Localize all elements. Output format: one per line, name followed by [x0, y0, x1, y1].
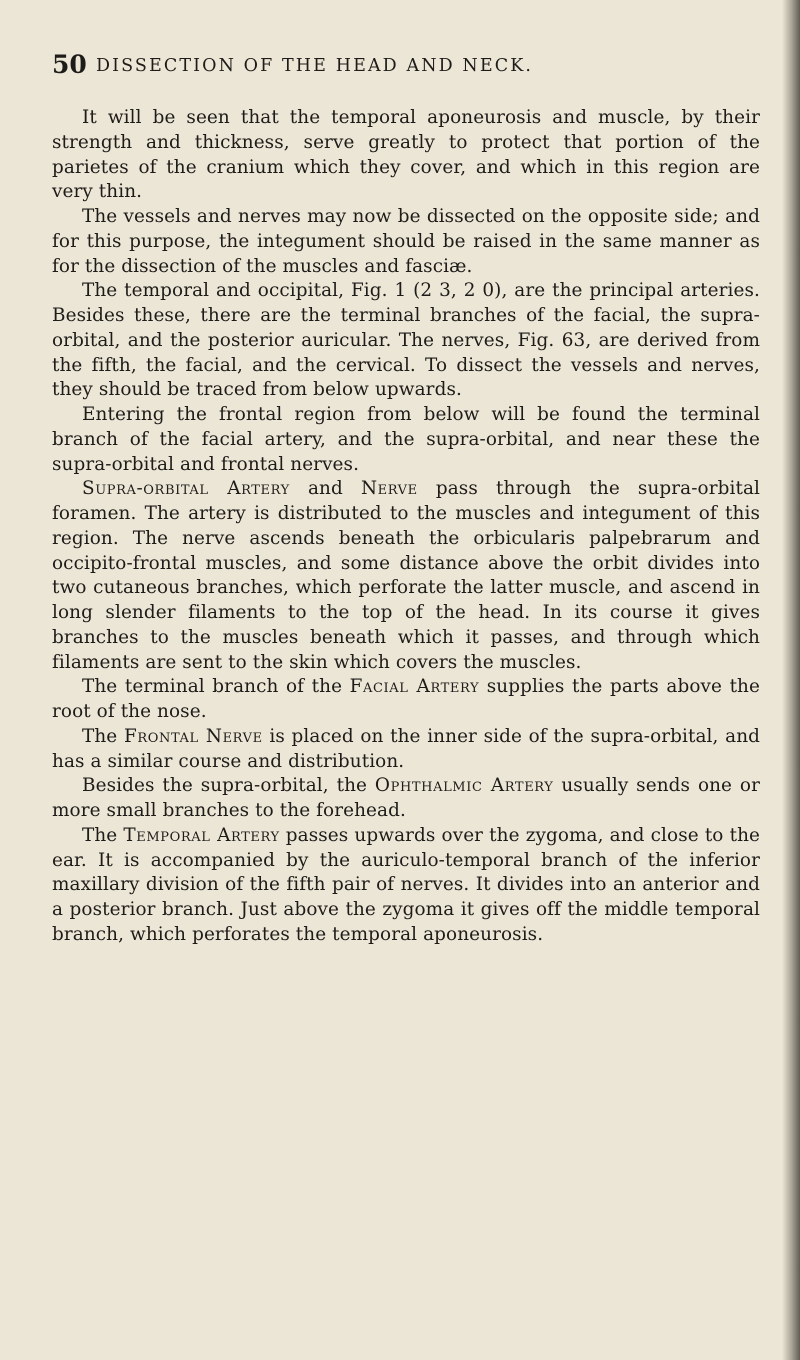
paragraph-frontal-nerve: [52, 725, 760, 775]
body-text: [52, 106, 760, 948]
paragraph-text: pass through the supra-orbital foramen. The artery is distributed to the muscles and integument of this region. The nerve ascends beneath the orbicularis palpebrarum and occipito-frontal muscles, and some distance above the orbit divides into two cutaneous branches, which perforate the latter muscle, and ascend in long slender filaments to the top of the head. In its course it gives branches to the muscles beneath which it passes, and through which filaments are sent to the skin which covers the muscles.: [52, 478, 761, 673]
paragraph: It will be seen that the temporal aponeurosis and muscle, by their strength and thickness, serve greatly to protect that portion of the parietes of the cranium which they cover, and which in this region are very thin.: [52, 107, 760, 203]
paragraph: The vessels and nerves may now be dissected on the opposite side; and for this purpose, the integument should be raised in the same manner as for the dissection of the muscles and fasciæ.: [52, 206, 760, 277]
paragraph-ophthalmic-artery: [52, 774, 760, 824]
paragraph-text: usually sends one or more small branches to the forehead.: [52, 775, 760, 821]
paragraph-text: The terminal branch of the: [82, 676, 343, 698]
paragraph: Entering the frontal region from below will be found the terminal branch of the facial artery, and the supra-orbital, and near these the supra-orbital and frontal nerves.: [52, 404, 760, 475]
term-frontal-nerve: Frontal Nerve: [123, 725, 263, 747]
paragraph-text: supplies the parts above the root of the nose.: [52, 676, 760, 722]
connector-text: and: [307, 478, 343, 500]
running-head: DISSECTION OF THE HEAD AND NECK.: [96, 56, 534, 76]
paragraph: The temporal and occipital, Fig. 1 (2 3, 2 0), are the principal arteries. Besides these, there are the terminal branches of the facial, the supra-orbital, and the posterior auricular. The nerves, Fig. 63, are derived from the fifth, the facial, and the cervical. To dissect the vessels and nerves, they should be traced from below upwards.: [52, 280, 760, 401]
term-ophthalmic-artery: Ophthalmic Artery: [374, 775, 554, 797]
page-edge-shadow: [782, 0, 800, 1360]
paragraph-text: passes upwards over the zygoma, and close to the ear. It is accompanied by the auriculo-temporal branch of the inferior maxillary division of the fifth pair of nerves. It divides into an anterior and a posterior branch. Just above the zygoma it gives off the middle temporal branch, which perforates the temporal aponeurosis.: [52, 824, 760, 945]
term-temporal-artery: Temporal Artery: [123, 824, 280, 846]
paragraph-facial-artery: [52, 675, 760, 725]
term-facial-artery: Facial Artery: [349, 676, 480, 698]
paragraph-text: The: [82, 725, 118, 747]
page-header: [52, 50, 752, 90]
paragraph-text: Besides the supra-orbital, the: [82, 775, 368, 797]
term-nerve: Nerve: [360, 478, 418, 500]
page-number: 50: [52, 50, 87, 79]
paragraph-supra-orbital: [52, 477, 760, 675]
paragraph-text: The: [82, 824, 118, 846]
paragraph-text: is placed on the inner side of the supra-orbital, and has a similar course and distribution.: [52, 725, 761, 772]
term-supra-orbital-artery: Supra-orbital Artery: [82, 478, 290, 500]
paragraph-temporal-artery: [52, 824, 760, 948]
